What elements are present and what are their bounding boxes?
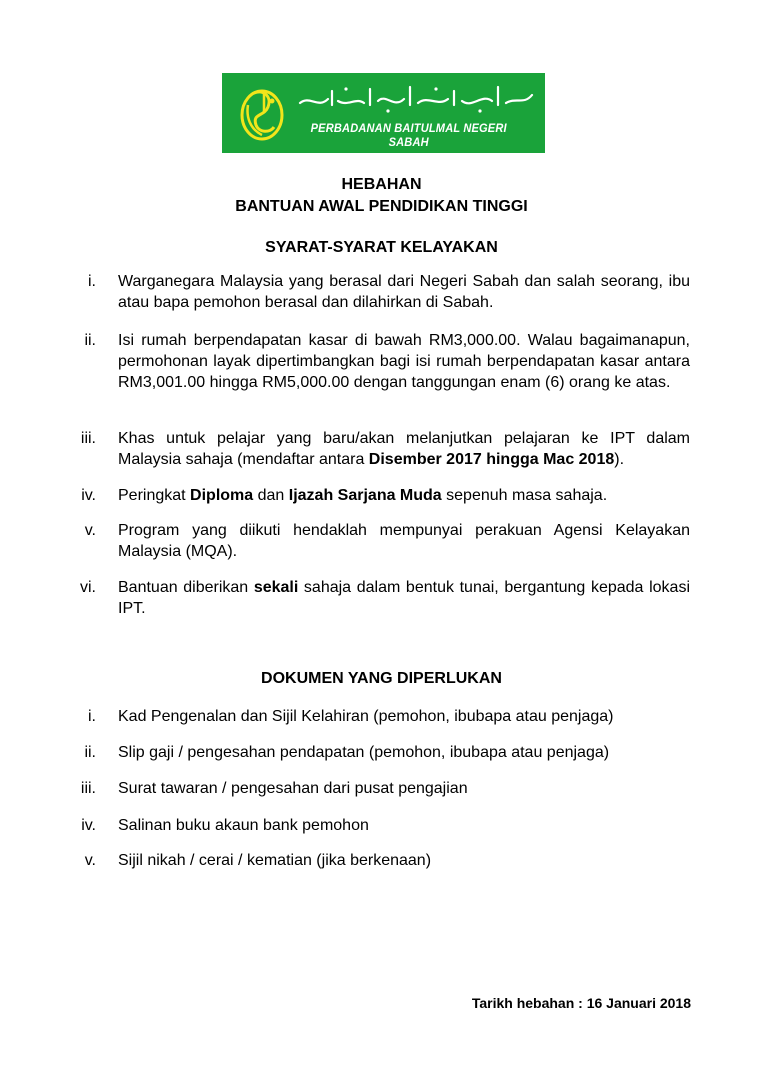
item-text: Sijil nikah / cerai / kematian (jika berkenaan) bbox=[118, 852, 432, 869]
item-text: Slip gaji / pengesahan pendapatan (pemohon, ibubapa atau penjaga) bbox=[118, 744, 610, 761]
item-number: iii. bbox=[80, 780, 96, 797]
item-number: v. bbox=[84, 852, 96, 869]
item-number: iv. bbox=[81, 817, 96, 834]
item-text: Khas untuk pelajar yang baru/akan melanjutkan pelajaran ke IPT dalam Malaysia sahaja (mendaftar antara Disember 2017 hingga Mac 2018). bbox=[118, 430, 690, 468]
item-text: Program yang diikuti hendaklah mempunyai perakuan Agensi Kelayakan Malaysia (MQA). bbox=[118, 522, 690, 560]
announcement-date: Tarikh hebahan : 16 Januari 2018 bbox=[471, 995, 691, 1011]
item-text: Peringkat Diploma dan Ijazah Sarjana Muda sepenuh masa sahaja. bbox=[118, 487, 608, 504]
item-number: vi. bbox=[80, 579, 96, 596]
eligibility-heading: SYARAT-SYARAT KELAYAKAN bbox=[265, 239, 498, 256]
item-text: Bantuan diberikan sekali sahaja dalam bentuk tunai, bergantung kepada lokasi IPT. bbox=[118, 579, 690, 617]
item-text: Salinan buku akaun bank pemohon bbox=[118, 817, 369, 834]
item-text: Surat tawaran / pengesahan dari pusat pengajian bbox=[118, 780, 468, 797]
item-text: Kad Pengenalan dan Sijil Kelahiran (pemohon, ibubapa atau penjaga) bbox=[118, 708, 614, 725]
item-number: i. bbox=[88, 708, 96, 725]
item-number: iv. bbox=[81, 487, 96, 504]
item-number: v. bbox=[84, 522, 96, 539]
item-number: ii. bbox=[84, 332, 96, 349]
baitulmal-emblem-icon bbox=[234, 83, 290, 143]
org-name: PERBADANAN BAITULMAL NEGERI SABAH bbox=[310, 121, 507, 149]
arabic-calligraphy-icon bbox=[296, 81, 536, 115]
logo-banner bbox=[222, 73, 545, 153]
item-number: iii. bbox=[80, 430, 96, 447]
arabic-org-name bbox=[296, 81, 536, 115]
documents-heading: DOKUMEN YANG DIPERLUKAN bbox=[261, 670, 502, 687]
program-title: BANTUAN AWAL PENDIDIKAN TINGGI bbox=[235, 198, 528, 215]
item-number: ii. bbox=[84, 744, 96, 761]
item-text: Warganegara Malaysia yang berasal dari Negeri Sabah dan salah seorang, ibu atau bapa pemohon berasal dan dilahirkan di Sabah. bbox=[118, 273, 690, 311]
item-number: i. bbox=[88, 273, 96, 290]
announcement-heading: HEBAHAN bbox=[341, 176, 422, 193]
item-text: Isi rumah berpendapatan kasar di bawah RM3,000.00. Walau bagaimanapun, permohonan layak dipertimbangkan bagi isi rumah berpendapatan kasar antara RM3,001.00 hingga RM5,000.00 dengan tanggungan enam (6) orang ke atas. bbox=[118, 332, 690, 391]
